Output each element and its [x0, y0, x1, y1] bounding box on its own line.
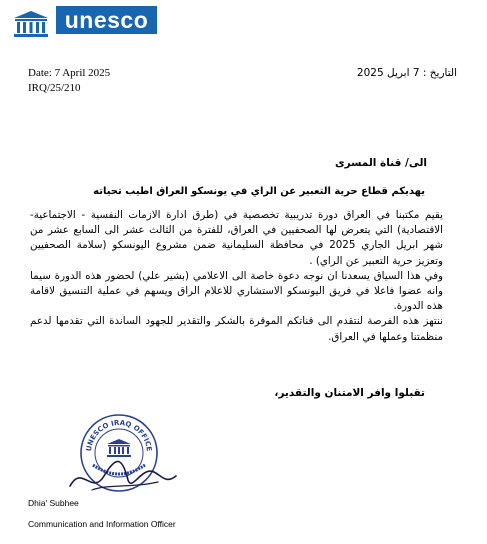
signer-name: Dhia' Subhee: [28, 498, 79, 508]
letter-body: [30, 208, 443, 345]
body-paragraph: وفي هذا السياق يسعدنا ان نوجه دعوة خاصة الى الاعلامي (بشير علي) لحضور هذه الدورة سيما وانه عضوا فاعلا في فريق اليونسكو الاستشاري للاعلام الراق ويسهم في عملية التنسيق لاقامة هذه الدورة.: [30, 269, 443, 313]
signer-title: Communication and Information Officer: [28, 519, 176, 529]
recipient: الى/ قناة المسرى: [334, 157, 427, 169]
date-arabic: التاريخ : 7 ابريل 2025: [356, 67, 457, 79]
stamp-text: UNESCO IRAQ OFFICE: [84, 418, 154, 452]
unesco-temple-logo: [13, 10, 49, 38]
closing: تقبلوا وافر الامتنان والتقدير،: [274, 387, 425, 399]
greeting: يهديكم قطاع حرية التعبير عن الراي في يونسكو العراق اطيب تحياته: [93, 186, 425, 197]
body-paragraph: ننتهز هذه الفرصة لنتقدم الى قناتكم الموقرة بالشكر والتقدير للجهود الساندة التي تقدمها لدعم منظمتنا وعملها في العراق.: [30, 315, 443, 343]
date-english: Date: 7 April 2025: [28, 67, 111, 79]
unesco-logo-wordmark: unesco: [56, 6, 157, 34]
handwritten-signature: [62, 446, 182, 502]
reference-number: IRQ/25/210: [28, 82, 81, 94]
body-paragraph: يقيم مكتبنا في العراق دورة تدريبية تخصصية في (طرق ادارة الازمات النفسية - الاجتماعية- الاقتصادية) التي يتعرض لها الصحفيين في العراق، للفترة من الثالث عشر الى السابع عشر من شهر ابريل الجاري 2025 في محافظة السليمانية ضمن مشروع اليونسكو (سلامة الصحفيين وتعزيز حرية التعبير عن الراي) .: [30, 209, 444, 267]
